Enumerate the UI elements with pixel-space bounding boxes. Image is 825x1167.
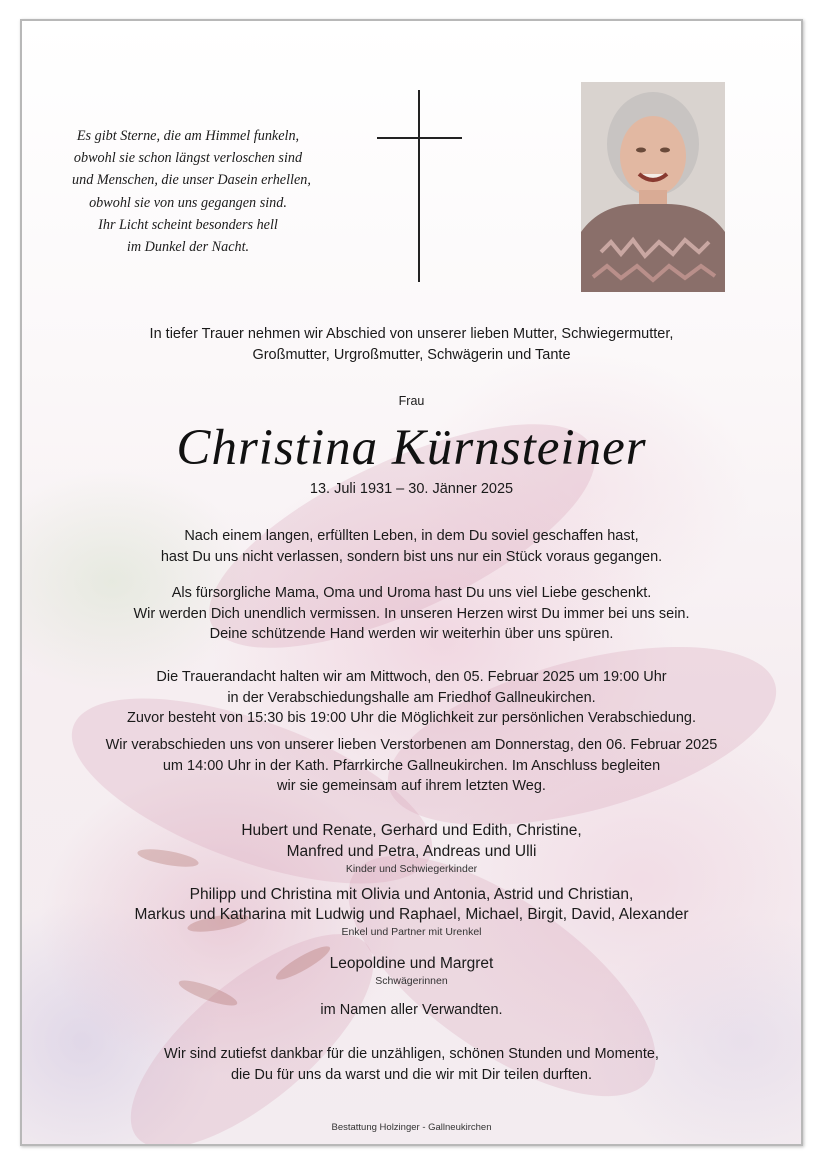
undertaker-footer: Bestattung Holzinger - Gallneukirchen <box>331 1122 492 1133</box>
on-behalf-line: im Namen aller Verwandten. <box>320 1002 503 1018</box>
service-announcement <box>22 667 801 729</box>
mourner-relation: Kinder und Schwiegerkinder <box>345 863 478 875</box>
verse-line: im Dunkel der Nacht. <box>126 239 250 256</box>
mourner-names: Hubert und Renate, Gerhard und Edith, Christine, <box>241 822 582 839</box>
parte-card <box>20 19 803 1146</box>
verse-line: Es gibt Sterne, die am Himmel funkeln, <box>76 128 300 144</box>
verse-line: obwohl sie schon längst verloschen sind <box>73 150 303 167</box>
deceased-name: Christina Kürnsteiner <box>176 420 647 476</box>
mourner-names: Manfred und Petra, Andreas und Ulli <box>286 843 537 860</box>
mourner-relation: Enkel und Partner mit Urenkel <box>341 926 482 938</box>
intro-line: In tiefer Trauer nehmen wir Abschied von unserer lieben Mutter, Schwiegermutter, <box>149 326 674 342</box>
paragraph-line: hast Du uns nicht verlassen, sondern bist uns nur ein Stück voraus gegangen. <box>160 549 663 565</box>
mourner-group-grandchildren <box>22 885 801 939</box>
mourner-names: Philipp und Christina mit Olivia und Antonia, Astrid und Christian, <box>189 886 634 903</box>
paragraph-line: Die Trauerandacht halten wir am Mittwoch, den 05. Februar 2025 um 19:00 Uhr <box>156 669 667 685</box>
paragraph-1 <box>22 526 801 568</box>
paragraph-line: Nach einem langen, erfüllten Leben, in dem Du soviel geschaffen hast, <box>184 528 639 544</box>
paragraph-2 <box>22 583 801 645</box>
paragraph-line: Deine schützende Hand werden wir weiterhin über uns spüren. <box>209 626 614 642</box>
mourner-group-sisters-in-law <box>22 954 801 988</box>
verse-line: Ihr Licht scheint besonders hell <box>98 216 278 233</box>
funeral-announcement <box>22 735 801 797</box>
salutation: Frau <box>398 394 425 408</box>
paragraph-line: in der Verabschiedungshalle am Friedhof Gallneukirchen. <box>227 689 596 706</box>
mourner-names: Leopoldine und Margret <box>329 955 494 972</box>
verse-line: und Menschen, die unser Dasein erhellen, <box>72 172 311 189</box>
portrait-photo <box>581 82 725 292</box>
paragraph-line: um 14:00 Uhr in der Kath. Pfarrkirche Gallneukirchen. Im Anschluss begleiten <box>162 757 661 774</box>
life-dates: 13. Juli 1931 – 30. Jänner 2025 <box>309 481 514 497</box>
mourner-group-children <box>22 820 801 876</box>
paragraph-line: Zuvor besteht von 15:30 bis 19:00 Uhr die Möglichkeit zur persönlichen Verabschiedung. <box>126 710 697 726</box>
memorial-verse <box>72 125 311 258</box>
intro-text <box>22 324 801 366</box>
intro-line: Großmutter, Urgroßmutter, Schwägerin und Tante <box>252 347 571 363</box>
cross-icon-bar <box>377 137 462 139</box>
paragraph-line: die Du für uns da warst und die wir mit Dir teilen durften. <box>230 1066 593 1083</box>
paragraph-line: Als fürsorgliche Mama, Oma und Uroma hast Du uns viel Liebe geschenkt. <box>171 585 652 601</box>
paragraph-line: Wir sind zutiefst dankbar für die unzähligen, schönen Stunden und Momente, <box>164 1046 659 1062</box>
paragraph-line: Wir werden Dich unendlich vermissen. In unseren Herzen wirst Du immer bei uns sein. <box>133 605 690 622</box>
thanks-text <box>22 1044 801 1085</box>
mourner-names: Markus und Katharina mit Ludwig und Raphael, Michael, Birgit, David, Alexander <box>134 906 689 923</box>
cross-icon <box>418 90 420 282</box>
verse-line: obwohl sie von uns gegangen sind. <box>89 194 287 211</box>
paragraph-line: wir sie gemeinsam auf ihrem letzten Weg. <box>277 778 546 794</box>
paragraph-line: Wir verabschieden uns von unserer lieben Verstorbenen am Donnerstag, den 06. Februar 2025 <box>105 737 718 753</box>
mourner-relation: Schwägerinnen <box>375 975 448 987</box>
